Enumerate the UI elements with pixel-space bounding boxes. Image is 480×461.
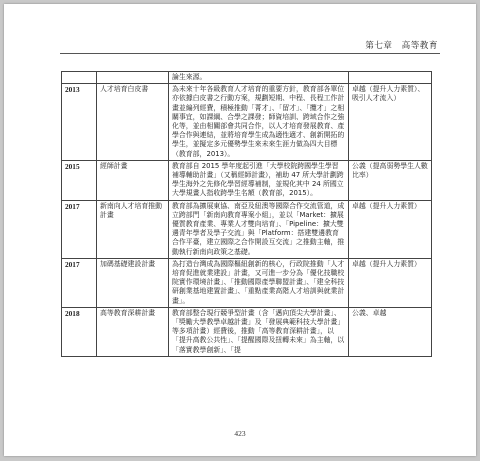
plan-content-cell: 為未來十年各級教育人才培育的重要方針，教育部各單位亦依據白皮書之行動方案，規劃短期、中程、長程工作計畫並編列經費，積極推動「菁才」、「留才」、「攬才」之相關事宜，如課綱、合學之課發；師資培訓、跨域合作之強化等，並由相關部會共同合作，以人才培育發展教育、產學合作與連結，並將培育學生成為適性適才、創新開拓的學生，並擬定多元優勢學生來未來生涯力做為四大目標（教育部，2013）。 [169,84,349,161]
year-cell: 2017 [62,200,97,258]
page-number: 423 [234,429,246,438]
plan-content-cell: 教育部為擴展東協、南亞及紐澳等國際合作交流管道，成立跨部門「新南向教育專案小組」，並以「Market：擴展優質教育產業、專業人才雙向培育」、「Pipeline：擴大雙邊青年學者及學子交流」與「Platform：搭建雙邊教育合作平臺，建立國際之合作開設互交流」之推動主軸，推動執行新南向政策之基礎。 [169,200,349,258]
table-row [62,200,432,258]
plan-name-cell: 人才培育白皮書 [97,84,169,161]
year-cell: 2015 [62,160,97,200]
running-head: 第七章 高等教育 [365,41,438,51]
plan-name-cell [97,72,169,84]
header-rule [60,53,440,54]
document-page [4,4,476,456]
plan-name-cell: 新南向人才培育推動計畫 [97,200,169,258]
table-row [62,307,432,356]
plan-content-cell: 教育部整合現行競爭型計畫（含「邁向頂尖大學計畫」、「獎勵大學教學卓越計畫」及「發展典範科技大學計畫」等多項計畫）經費後，推動「高等教育深耕計畫」，以「提升高教公共性」、「提醒國際及扭轉未來」為主軸，以「落實教學創新」、「提 [169,307,349,356]
policy-type-cell [349,72,432,84]
plan-name-cell: 經師計畫 [97,160,169,200]
table-row [62,84,432,161]
year-cell: 2013 [62,84,97,161]
policy-type-cell: 卓越（提升人力素質） [349,258,432,307]
policy-type-cell: 公義、卓越 [349,307,432,356]
table-row [62,72,432,84]
policy-table [61,71,432,357]
plan-name-cell: 加碼基礎建設計畫 [97,258,169,307]
policy-type-cell: 卓越（提升人力素質）、吸引人才流入） [349,84,432,161]
policy-type-cell: 公義（提高弱勢學生人數比率） [349,160,432,200]
policy-type-cell: 卓越（提升人力素質） [349,200,432,258]
plan-name-cell: 高等教育深耕計畫 [97,307,169,356]
plan-content-cell: 論生來源。 [169,72,349,84]
plan-content-cell: 教育部自 2015 學年度起引進「大學校院跨國學生學習補導輔助計畫」（又稱經師計畫），補助 47 所大學計劃跨學生海外之先修化學習經導補制，並規化其中 24 所國立大學規畫人指收跨學生名額（教育部，2015）。 [169,160,349,200]
table-row [62,160,432,200]
table-row [62,258,432,307]
year-cell [62,72,97,84]
year-cell: 2018 [62,307,97,356]
year-cell: 2017 [62,258,97,307]
plan-content-cell: 為打造台灣成為國際樞紐創新的核心，行政院推動「人才培育促進就業建設」計畫，又可進一步分為「優化技職校院實作環境計畫」、「推動國際產學聯盟計畫」、「建全科技研創業基地建置計畫」、「重點產業高階人才培訓與就業計畫」。 [169,258,349,307]
